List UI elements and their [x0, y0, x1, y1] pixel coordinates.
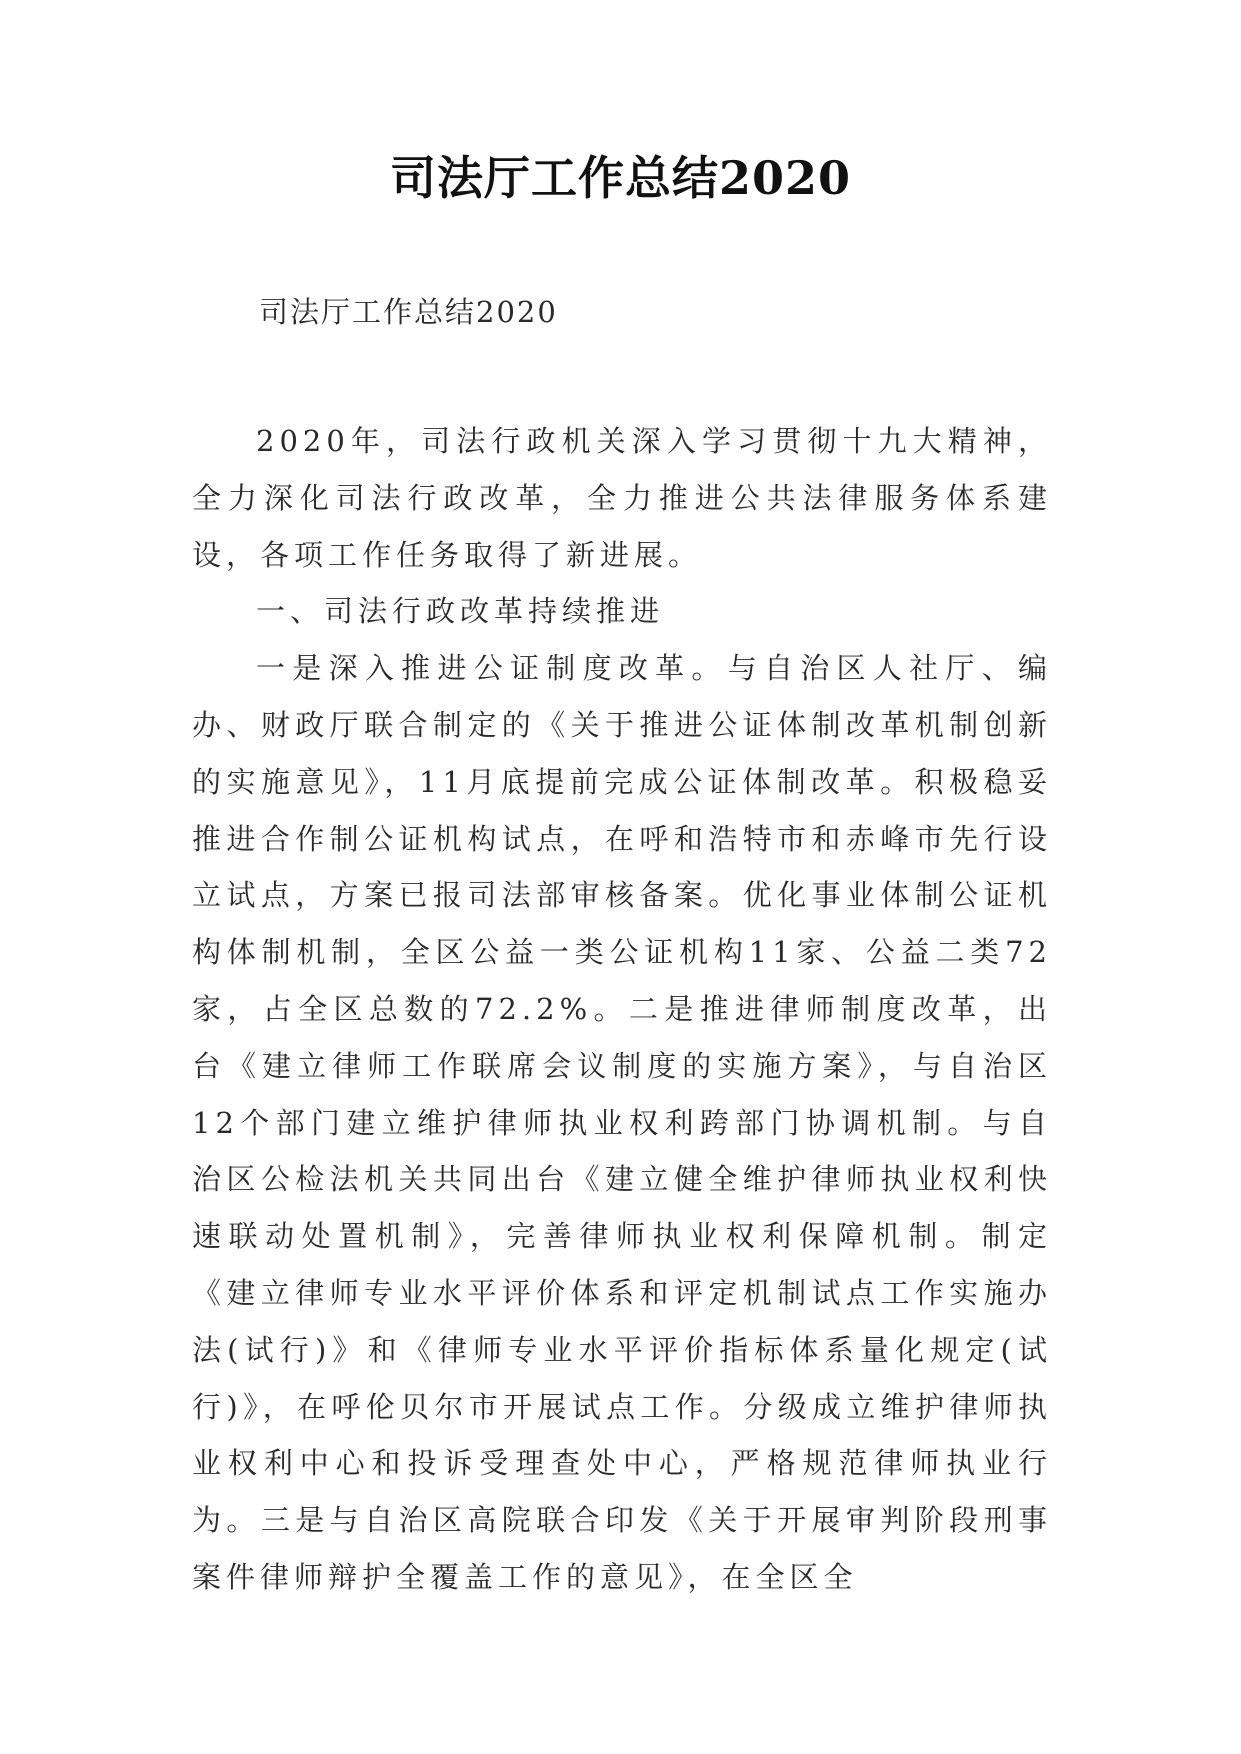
paragraph-intro: 2020年，司法行政机关深入学习贯彻十九大精神，全力深化司法行政改革，全力推进公共法律服务体系建设，各项工作任务取得了新进展。: [192, 424, 1052, 572]
document-body: [192, 413, 1052, 1606]
document-title: 司法厅工作总结2020: [389, 151, 852, 205]
paragraph-reform-details: 一是深入推进公证制度改革。与自治区人社厅、编办、财政厅联合制定的《关于推进公证体制改革机制创新的实施意见》，11月底提前完成公证体制改革。积极稳妥推进合作制公证机构试点，在呼和浩特市和赤峰市先行设立试点，方案已报司法部审核备案。优化事业体制公证机构体制机制，全区公益一类公证机构11家、公益二类72家，占全区总数的72.2%。二是推进律师制度改革，出台《建立律师工作联席会议制度的实施方案》，与自治区12个部门建立维护律师执业权利跨部门协调机制。与自治区公检法机关共同出台《建立健全维护律师执业权利快速联动处置机制》，完善律师执业权利保障机制。制定《建立律师专业水平评价体系和评定机制试点工作实施办法(试行)》和《律师专业水平评价指标体系量化规定(试行)》，在呼伦贝尔市开展试点工作。分级成立维护律师执业权利中心和投诉受理查处中心，严格规范律师执业行为。三是与自治区高院联合印发《关于开展审判阶段刑事案件律师辩护全覆盖工作的意见》，在全区全: [192, 651, 1052, 1594]
document-subtitle: 司法厅工作总结2020: [259, 295, 558, 329]
section-heading: 一、司法行政改革持续推进: [256, 594, 665, 629]
